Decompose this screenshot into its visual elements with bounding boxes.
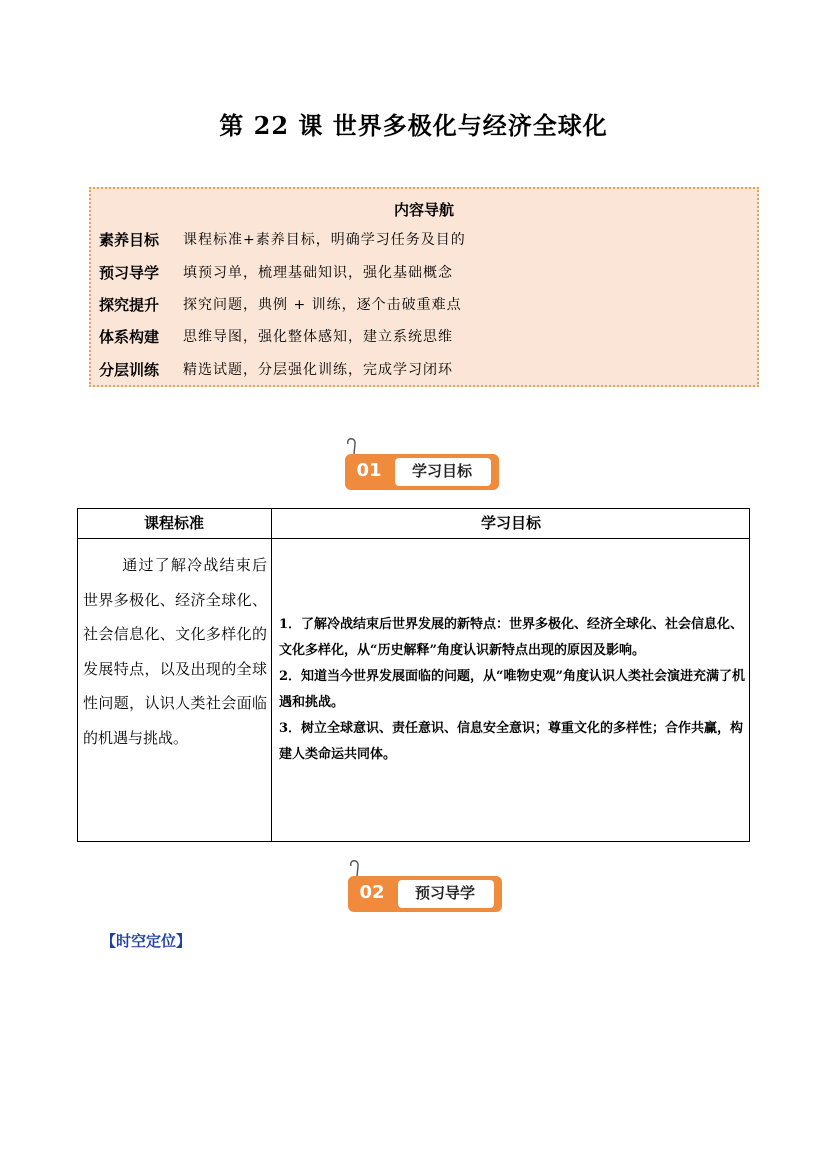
nav-desc: 思维导图，强化整体感知，建立系统思维: [183, 329, 453, 345]
nav-row: [99, 227, 466, 251]
nav-label: 体系构建: [99, 327, 160, 346]
table-header-goals: 学习目标: [480, 514, 541, 532]
nav-label: 素养目标: [99, 230, 160, 249]
content-navigation-box: [89, 187, 759, 387]
nav-label: 预习导学: [99, 263, 160, 282]
goal-item: 1．了解冷战结束后世界发展的新特点：世界多极化、经济全球化、社会信息化、文化多样化，从“历史解释”角度认识新特点出现的原因及影响。: [279, 617, 744, 658]
nav-label: 探究提升: [99, 295, 160, 314]
page-title: 第 22 课 世界多极化与经济全球化: [219, 111, 608, 140]
section-badge-learning-goals: [343, 436, 503, 488]
badge-number: 01: [356, 460, 382, 481]
nav-desc: 探究问题，典例 + 训练，逐个击破重难点: [183, 297, 462, 313]
nav-desc: 课程标准+素养目标，明确学习任务及目的: [183, 232, 466, 248]
nav-desc: 填预习单，梳理基础知识，强化基础概念: [183, 265, 453, 281]
nav-row: [99, 324, 453, 348]
badge-label: 预习导学: [414, 884, 475, 902]
nav-desc: 精选试题，分层强化训练，完成学习闭环: [183, 362, 453, 378]
nav-row: [99, 260, 453, 284]
standard-text: 通过了解冷战结束后世界多极化、经济全球化、社会信息化、文化多样化的发展特点，以及出现的全球性问题，认识人类社会面临的机遇与挑战。: [83, 556, 267, 747]
curriculum-table: [77, 508, 750, 842]
badge-number: 02: [359, 882, 385, 903]
section-badge-preview-study: [346, 858, 506, 910]
table-header-standard: 课程标准: [143, 514, 204, 532]
nav-row: [99, 357, 453, 381]
goal-item: 2．知道当今世界发展面临的问题，从“唯物史观”角度认识人类社会演进充满了机遇和挑战。: [279, 669, 746, 710]
nav-heading: 内容导航: [393, 201, 454, 219]
table-cell-goals: [279, 612, 745, 768]
table-cell-standard: [83, 548, 267, 755]
section-tag-time-space: 【时空定位】: [101, 932, 192, 950]
nav-row: [99, 292, 462, 316]
goal-item: 3．树立全球意识、责任意识、信息安全意识；尊重文化的多样性；合作共赢，构建人类命运共同体。: [279, 721, 744, 762]
nav-label: 分层训练: [99, 360, 160, 379]
badge-label: 学习目标: [411, 462, 472, 480]
